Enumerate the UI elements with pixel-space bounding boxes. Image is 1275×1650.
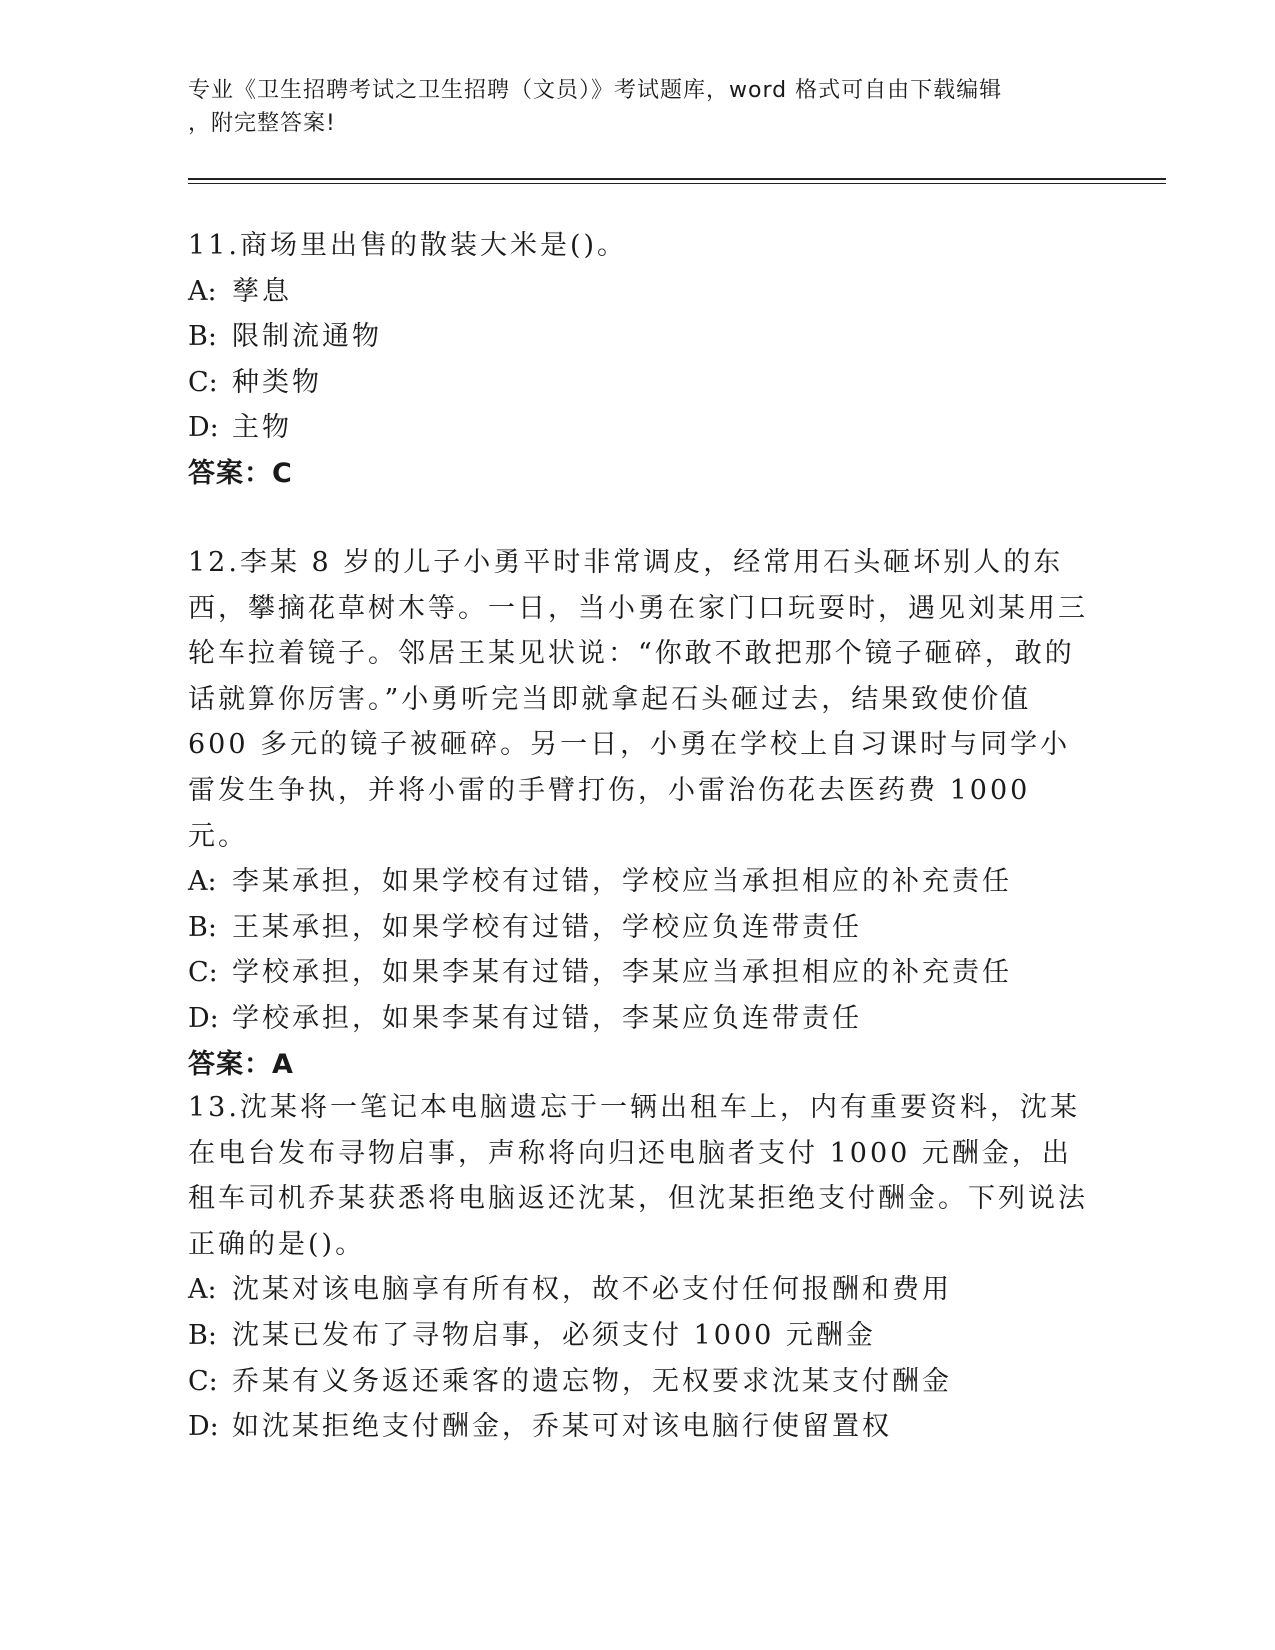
- question-stem: 11.商场里出售的散装大米是()。: [188, 230, 628, 261]
- option-text: 李某承担，如果学校有过错，学校应当承担相应的补充责任: [232, 866, 1012, 898]
- option-label: D:: [188, 412, 219, 444]
- question-13: [188, 1085, 1088, 1450]
- option-b: [188, 1313, 1088, 1359]
- option-b: [188, 905, 1088, 951]
- option-label: C:: [188, 957, 218, 989]
- question-12: [188, 540, 1088, 1087]
- option-text: 沈某对该电脑享有所有权，故不必支付任何报酬和费用: [232, 1274, 952, 1306]
- option-label: B:: [188, 321, 217, 353]
- option-text: 王某承担，如果学校有过错，学校应负连带责任: [232, 911, 862, 943]
- option-label: D:: [188, 1411, 219, 1443]
- option-a: [188, 1267, 1088, 1313]
- option-text: 如沈某拒绝支付酬金，乔某可对该电脑行使留置权: [232, 1411, 892, 1443]
- option-a: [188, 269, 1088, 315]
- option-text: 乔某有义务返还乘客的遗忘物，无权要求沈某支付酬金: [232, 1365, 952, 1397]
- header-rule-thick: [188, 178, 1166, 180]
- option-d: [188, 996, 1088, 1042]
- option-label: B:: [188, 1319, 217, 1351]
- option-label: C:: [188, 1365, 218, 1397]
- option-text: 沈某已发布了寻物启事，必须支付 1000 元酬金: [232, 1319, 876, 1351]
- question-11: [188, 223, 1088, 497]
- document-header: [188, 74, 1088, 140]
- option-label: A:: [188, 1274, 217, 1306]
- option-text: 主物: [232, 412, 292, 444]
- answer: 答案：A: [188, 1048, 294, 1080]
- option-label: C:: [188, 366, 218, 398]
- option-label: A:: [188, 866, 217, 898]
- option-text: 孳息: [232, 275, 292, 307]
- header-line-2: ，附完整答案!: [188, 111, 336, 136]
- option-label: A:: [188, 275, 217, 307]
- header-rule-thin: [188, 183, 1166, 184]
- option-d: [188, 405, 1088, 451]
- option-b: [188, 314, 1088, 360]
- option-text: 限制流通物: [232, 321, 382, 353]
- option-d: [188, 1404, 1088, 1450]
- header-line-1: 专业《卫生招聘考试之卫生招聘（文员）》考试题库，word 格式可自由下载编辑: [188, 78, 1003, 103]
- option-label: B:: [188, 911, 217, 943]
- option-a: [188, 859, 1088, 905]
- option-c: [188, 1359, 1088, 1405]
- option-text: 种类物: [232, 366, 322, 398]
- question-stem: 12.李某 8 岁的儿子小勇平时非常调皮，经常用石头砸坏别人的东西，攀摘花草树木等。一日，当小勇在家门口玩耍时，遇见刘某用三轮车拉着镜子。邻居王某见状说：“你敢不敢把那个镜子砸碎，敢的话就算你厉害。”小勇听完当即就拿起石头砸过去，结果致使价值 600 多元的镜子被砸碎。另一日，小勇在学校上自习课时与同学小雷发生争执，并将小雷的手臂打伤，小雷治伤花去医药费 1000 元。: [188, 547, 1088, 852]
- option-text: 学校承担，如果李某有过错，李某应负连带责任: [232, 1002, 862, 1034]
- option-c: [188, 360, 1088, 406]
- option-label: D:: [188, 1002, 219, 1034]
- question-stem: 13.沈某将一笔记本电脑遗忘于一辆出租车上，内有重要资料，沈某在电台发布寻物启事，声称将向归还电脑者支付 1000 元酬金，出租车司机乔某获悉将电脑返还沈某，但沈某拒绝支付酬金。下列说法正确的是()。: [188, 1092, 1088, 1260]
- option-c: [188, 950, 1088, 996]
- option-text: 学校承担，如果李某有过错，李某应当承担相应的补充责任: [232, 957, 1012, 989]
- answer: 答案：C: [188, 457, 293, 489]
